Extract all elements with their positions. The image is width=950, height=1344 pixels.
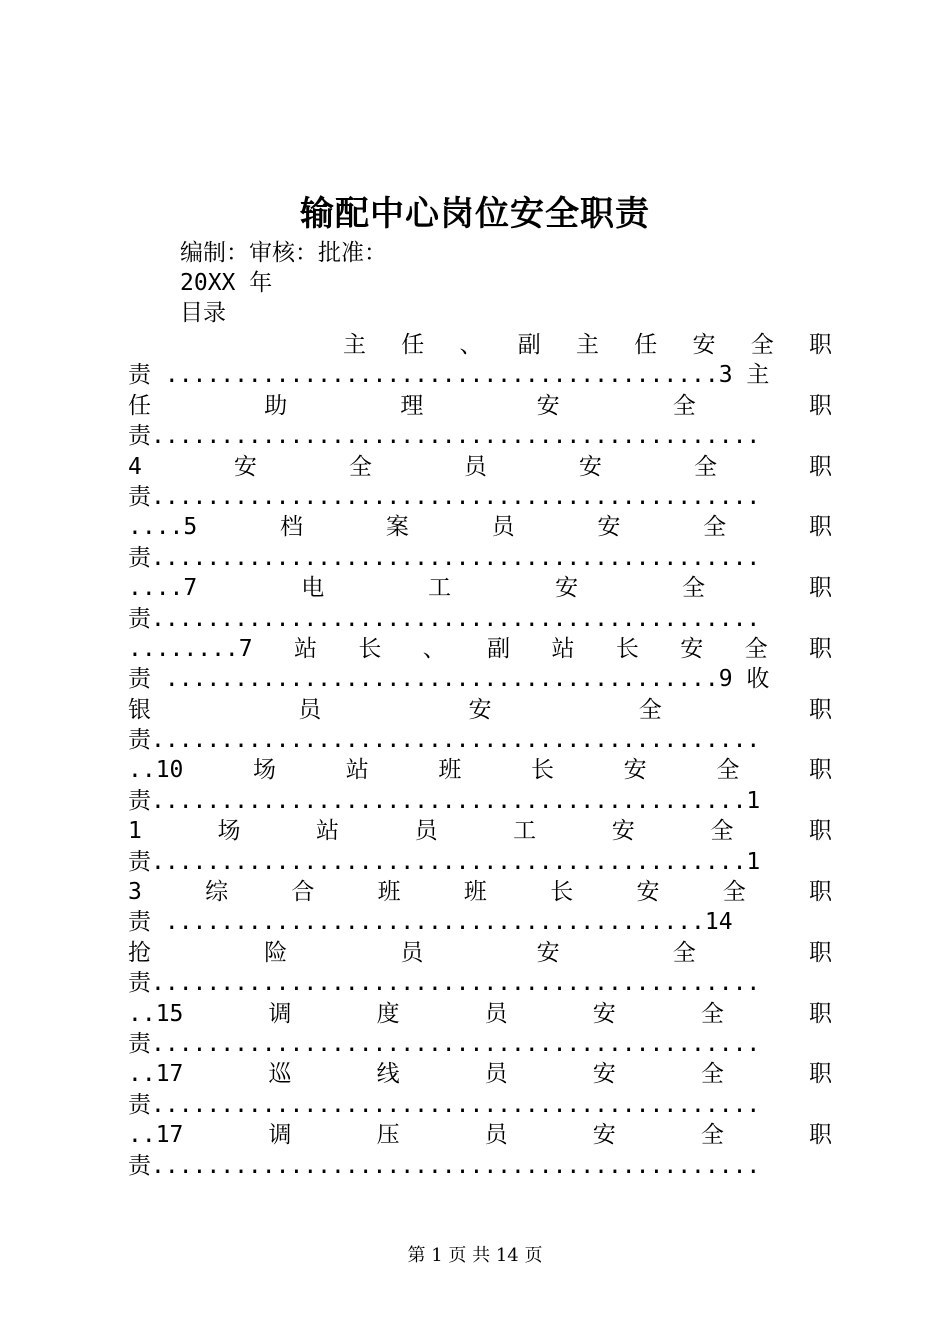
toc-fragment: 主 xyxy=(343,332,366,358)
toc-fragment: 安 xyxy=(592,1000,616,1027)
toc-heading: 目录 xyxy=(180,300,226,326)
toc-line xyxy=(128,1090,832,1120)
toc-fragment: 员 xyxy=(298,696,322,723)
toc-fragment: 、 xyxy=(459,332,483,358)
toc-fragment: 职 xyxy=(808,1000,832,1027)
toc-fragment: 任 xyxy=(634,332,658,358)
toc-fragment: 长 xyxy=(615,635,639,662)
toc-fragment: 安 xyxy=(536,939,560,966)
toc-fragment: 压 xyxy=(376,1122,400,1149)
toc-line xyxy=(128,877,832,907)
toc-line xyxy=(128,573,832,603)
toc-fragment: 档 xyxy=(280,514,304,541)
toc-line xyxy=(128,1029,832,1059)
toc-line xyxy=(128,786,832,816)
toc-fragment: 安 xyxy=(578,453,602,480)
toc-fragment: 站 xyxy=(345,757,369,784)
toc-fragment: 责............................................ xyxy=(128,1152,761,1179)
year-line: 20XX 年 xyxy=(180,270,273,296)
toc-line xyxy=(128,1151,832,1181)
toc-fragment: 安 xyxy=(592,1122,616,1149)
toc-fragment: 责............................................ xyxy=(128,970,761,997)
toc-fragment: 安 xyxy=(611,818,635,845)
toc-fragment: ..15 xyxy=(128,1000,184,1027)
toc-fragment: 职 xyxy=(808,514,832,541)
toc-fragment: 职 xyxy=(808,1122,832,1149)
toc-fragment: 职 xyxy=(808,453,832,480)
toc-fragment: 银 xyxy=(128,696,151,723)
toc-fragment: 调 xyxy=(268,1000,292,1027)
toc-line xyxy=(128,695,832,725)
toc-fragment: 长 xyxy=(358,635,382,662)
toc-fragment: ........7 xyxy=(128,635,253,662)
toc-fragment: 全 xyxy=(700,1061,724,1088)
toc-fragment: 安 xyxy=(592,1061,616,1088)
toc-line xyxy=(128,907,832,937)
toc-fragment: 全 xyxy=(700,1122,724,1149)
toc-fragment: 全 xyxy=(700,1000,724,1027)
toc-line xyxy=(128,1120,832,1150)
toc-fragment: 全 xyxy=(348,453,372,480)
toc-fragment: 全 xyxy=(672,939,696,966)
toc-fragment: 调 xyxy=(268,1122,292,1149)
toc-fragment: ....5 xyxy=(128,514,198,541)
toc-fragment: 职 xyxy=(808,575,832,602)
toc-fragment: 责............................................ xyxy=(128,423,761,450)
toc-fragment: 安 xyxy=(468,696,492,723)
toc-fragment: 副 xyxy=(517,332,541,358)
toc-fragment: 职 xyxy=(808,1061,832,1088)
toc-fragment: 站 xyxy=(551,635,575,662)
approval-line: 编制：审核：批准： xyxy=(180,240,387,266)
toc-line xyxy=(128,725,832,755)
toc-fragment: 责............................................ xyxy=(128,483,761,510)
toc-fragment: 员 xyxy=(484,1000,508,1027)
toc-fragment: 3 xyxy=(128,879,142,906)
toc-fragment: 全 xyxy=(672,392,696,419)
toc-fragment: 安 xyxy=(597,514,621,541)
toc-line xyxy=(128,634,832,664)
toc-fragment: 全 xyxy=(716,757,740,784)
toc-fragment: ....7 xyxy=(128,575,198,602)
toc-line xyxy=(128,938,832,968)
toc-fragment: 职 xyxy=(808,757,832,784)
toc-fragment: 长 xyxy=(531,757,555,784)
toc-fragment: 责............................................ xyxy=(128,544,761,571)
toc-fragment: 班 xyxy=(463,879,487,906)
toc-fragment: 线 xyxy=(376,1061,400,1088)
toc-fragment: 责 ........................................3 主 xyxy=(128,362,770,389)
toc-fragment: 安 xyxy=(636,879,660,906)
toc-fragment: 员 xyxy=(463,453,487,480)
toc-fragment: 职 xyxy=(809,635,832,662)
toc-line xyxy=(128,1059,832,1089)
toc-line xyxy=(128,360,832,390)
toc-fragment: 主 xyxy=(576,332,599,358)
toc-fragment: ..17 xyxy=(128,1122,184,1149)
toc-fragment: 班 xyxy=(438,757,462,784)
toc-line xyxy=(128,816,832,846)
toc-fragment: 副 xyxy=(487,635,511,662)
toc-fragment: 安 xyxy=(555,575,579,602)
toc-fragment: 责...........................................1 xyxy=(128,848,761,875)
toc-fragment: 理 xyxy=(400,392,424,419)
toc-fragment: 全 xyxy=(744,635,768,662)
toc-line xyxy=(128,543,832,573)
toc-line xyxy=(128,664,832,694)
toc-fragment: 职 xyxy=(808,879,832,906)
toc-line xyxy=(128,330,832,360)
toc-fragment: 班 xyxy=(377,879,401,906)
toc-fragment: 电 xyxy=(301,575,325,602)
toc-line xyxy=(128,391,832,421)
toc-fragment: 安 xyxy=(692,332,716,358)
toc-fragment: 1 xyxy=(128,818,142,845)
toc-fragment: 安 xyxy=(680,635,704,662)
toc-fragment: 职 xyxy=(809,332,832,358)
toc-fragment: 助 xyxy=(264,392,288,419)
toc-fragment: 站 xyxy=(316,818,340,845)
toc-fragment: 4 xyxy=(128,453,142,480)
toc-fragment: 综 xyxy=(205,879,229,906)
toc-fragment: 责 ........................................9 收 xyxy=(128,666,770,693)
toc-line xyxy=(128,421,832,451)
toc-fragment: 全 xyxy=(710,818,734,845)
toc-fragment: 员 xyxy=(484,1122,508,1149)
toc-fragment: 安 xyxy=(536,392,560,419)
toc-fragment: 全 xyxy=(703,514,727,541)
toc-fragment: 度 xyxy=(376,1000,400,1027)
toc-fragment: 全 xyxy=(722,879,746,906)
toc-fragment: 长 xyxy=(550,879,574,906)
toc-fragment: 责............................................ xyxy=(128,1091,761,1118)
toc-line xyxy=(128,847,832,877)
toc-fragment: ..17 xyxy=(128,1061,184,1088)
toc-line xyxy=(128,482,832,512)
toc-fragment: 场 xyxy=(253,757,277,784)
toc-fragment: 任 xyxy=(401,332,425,358)
toc-line xyxy=(128,452,832,482)
page-footer: 第 1 页 共 14 页 xyxy=(407,1245,543,1266)
toc-fragment: 抢 xyxy=(128,939,151,966)
toc-fragment: 责............................................ xyxy=(128,605,761,632)
toc-line xyxy=(128,755,832,785)
toc-fragment: 险 xyxy=(264,939,288,966)
toc-fragment: 职 xyxy=(809,696,832,723)
toc-line xyxy=(128,512,832,542)
toc-fragment: 职 xyxy=(808,392,832,419)
toc-fragment: 合 xyxy=(291,879,315,906)
toc-fragment: 全 xyxy=(638,696,662,723)
toc-line xyxy=(128,604,832,634)
document-title: 输配中心岗位安全职责 xyxy=(300,194,650,234)
toc-fragment: 责 .......................................14 xyxy=(128,909,733,936)
toc-fragment: 站 xyxy=(294,635,317,662)
toc-fragment: 员 xyxy=(484,1061,508,1088)
toc-fragment: 工 xyxy=(513,818,537,845)
toc-fragment: 职 xyxy=(808,939,832,966)
toc-fragment: 巡 xyxy=(268,1061,292,1088)
toc-fragment: 安 xyxy=(233,453,257,480)
toc-fragment: 全 xyxy=(750,332,774,358)
toc-fragment: 责............................................ xyxy=(128,727,761,754)
toc-fragment: 场 xyxy=(217,818,241,845)
toc-fragment: 职 xyxy=(808,818,832,845)
toc-fragment: 员 xyxy=(491,514,515,541)
toc-fragment: 员 xyxy=(414,818,438,845)
toc-line xyxy=(128,999,832,1029)
toc-fragment: 责............................................ xyxy=(128,1030,761,1057)
toc-fragment: 、 xyxy=(422,635,446,662)
toc-fragment: ..10 xyxy=(128,757,184,784)
toc-fragment: 安 xyxy=(623,757,647,784)
toc-fragment: 责...........................................1 xyxy=(128,787,761,814)
toc-fragment: 全 xyxy=(693,453,717,480)
table-of-contents xyxy=(128,330,832,1181)
toc-line xyxy=(128,968,832,998)
toc-fragment: 全 xyxy=(682,575,705,602)
toc-fragment: 工 xyxy=(428,575,452,602)
toc-fragment: 任 xyxy=(128,392,151,419)
toc-fragment: 案 xyxy=(385,514,409,541)
toc-fragment: 员 xyxy=(400,939,424,966)
